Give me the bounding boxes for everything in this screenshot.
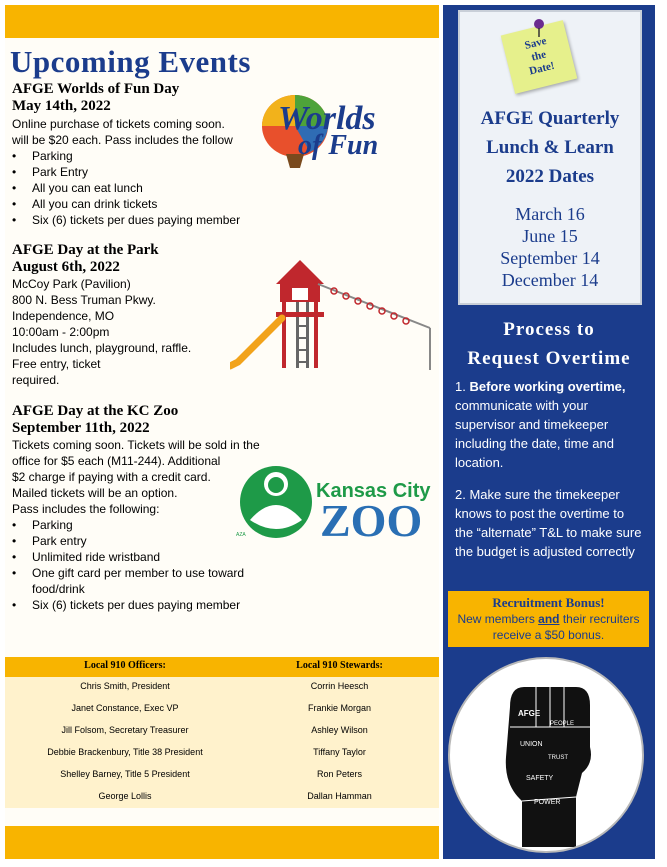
event-text: required. (12, 373, 60, 387)
note-text: the (530, 48, 548, 64)
list-item: • Park entry (12, 533, 280, 549)
logo-text: ZOO (320, 495, 423, 546)
event-text: 10:00am - 2:00pm (12, 325, 110, 339)
event-text: Tickets coming soon. Tickets will be sold in the (12, 438, 260, 452)
list-item: • Park Entry (12, 164, 302, 180)
bonus-emphasis: and (538, 612, 560, 626)
list-item: Ron Peters (316, 769, 363, 779)
list-item: • Six (6) tickets per dues paying member (12, 597, 280, 613)
event-text: Free entry, ticket (12, 357, 101, 371)
calendar-title-line: Lunch & Learn (486, 137, 614, 158)
calendar-dates (458, 203, 642, 291)
stewards-header: Local 910 Stewards: (296, 660, 383, 671)
event-date: August 6th, 2022 (12, 259, 120, 275)
list-item: • Unlimited ride wristband (12, 549, 280, 565)
fist-word: PEOPLE (550, 721, 575, 727)
bottom-gold-bar (5, 826, 439, 859)
fist-word: AFGE (518, 709, 541, 718)
note-text: Date! (528, 59, 556, 78)
event-text: office for $5 each (M11-244). Additional (12, 454, 221, 468)
fist-word: POWER (534, 799, 561, 806)
list-item: Dallan Hamman (307, 791, 372, 801)
logo-badge: AZA (236, 532, 246, 538)
fist-icon (490, 677, 606, 847)
event-title: AFGE Day at the KC Zoo (12, 403, 179, 419)
event-text: will be $20 each. Pass includes the follow (12, 133, 233, 147)
list-item: • All you can eat lunch (12, 180, 302, 196)
overtime-step-1 (455, 377, 645, 472)
list-item: • Six (6) tickets per dues paying member (12, 212, 302, 228)
event-title: AFGE Worlds of Fun Day (12, 81, 180, 97)
list-item: Ashley Wilson (311, 725, 368, 735)
stewards-list (240, 681, 439, 813)
monkey-icon (236, 460, 316, 542)
step-text: communicate with your supervisor and timekeeper including the date, time and location. (455, 398, 614, 470)
list-item: Jill Folsom, Secretary Treasurer (61, 725, 189, 735)
date-item: September 14 (500, 248, 600, 268)
date-item: March 16 (515, 204, 585, 224)
list-item: Corrin Heesch (310, 681, 369, 691)
fist-word: UNION (520, 741, 543, 748)
step-emphasis: Before working overtime, (469, 379, 626, 394)
overtime-title-line: Request Overtime (467, 348, 631, 369)
event-title: AFGE Day at the Park (12, 242, 159, 258)
recruitment-bonus-box (448, 591, 649, 647)
list-item: • All you can drink tickets (12, 196, 302, 212)
date-item: June 15 (522, 226, 578, 246)
list-item: • Parking (12, 148, 302, 164)
playground-icon (230, 258, 435, 373)
step-number: 1. (455, 379, 470, 394)
fist-word: TRUST (548, 755, 568, 761)
calendar-title-line: 2022 Dates (505, 166, 595, 187)
bonus-title: Recruitment Bonus! (492, 595, 605, 610)
overtime-title-line: Process to (503, 319, 595, 340)
pushpin-icon (532, 18, 546, 38)
event-text: Independence, MO (12, 309, 115, 323)
event-text: Online purchase of tickets coming soon. (12, 117, 225, 131)
bonus-line (448, 611, 649, 627)
logo-text: Kansas City (316, 480, 431, 502)
overtime-title (443, 315, 655, 373)
event-date: May 14th, 2022 (12, 98, 111, 114)
event-text: $2 charge if paying with a credit card. (12, 470, 211, 484)
bonus-line: receive a $50 bonus. (492, 628, 605, 642)
list-item: Chris Smith, President (80, 681, 170, 691)
note-text: Save (523, 34, 548, 52)
logo-text: of Fun (298, 130, 379, 161)
list-item: Tiffany Taylor (313, 747, 366, 757)
event-day-at-park (12, 242, 232, 388)
calendar-title-line: AFGE Quarterly (480, 108, 620, 129)
list-item: George Lollis (98, 791, 152, 801)
event-text: 800 N. Bess Truman Pkwy. (12, 293, 156, 307)
logo-text: Worlds (278, 100, 376, 137)
calendar-title (458, 104, 642, 191)
raised-fist-graphic (448, 657, 644, 853)
date-item: December 14 (501, 270, 599, 290)
event-text: McCoy Park (Pavilion) (12, 277, 131, 291)
list-item: Debbie Brackenbury, Title 38 President (47, 747, 203, 757)
list-item: • One gift card per member to use toward food/drink (12, 565, 280, 597)
worlds-of-fun-logo (240, 94, 430, 174)
overtime-step-2: 2. Make sure the timekeeper knows to post the overtime to the “alternate” T&L to make sure the budget is adjusted correctly (455, 487, 642, 559)
list-item: • Parking (12, 517, 280, 533)
bonus-text: New members (457, 612, 539, 626)
bonus-text: their recruiters (559, 612, 640, 626)
top-gold-bar (5, 5, 439, 38)
event-text: Pass includes the following: (12, 502, 160, 516)
officers-header: Local 910 Officers: (84, 660, 166, 671)
event-date: September 11th, 2022 (12, 420, 150, 436)
page-title: Upcoming Events (10, 44, 251, 79)
list-item: Frankie Morgan (307, 703, 372, 713)
officers-list (5, 681, 245, 813)
event-text: Includes lunch, playground, raffle. (12, 341, 192, 355)
list-item: Shelley Barney, Title 5 President (60, 769, 190, 779)
event-text: Mailed tickets will be an option. (12, 486, 178, 500)
kansas-city-zoo-logo (236, 460, 436, 546)
fist-word: SAFETY (526, 775, 554, 782)
list-item: Janet Constance, Exec VP (71, 703, 179, 713)
